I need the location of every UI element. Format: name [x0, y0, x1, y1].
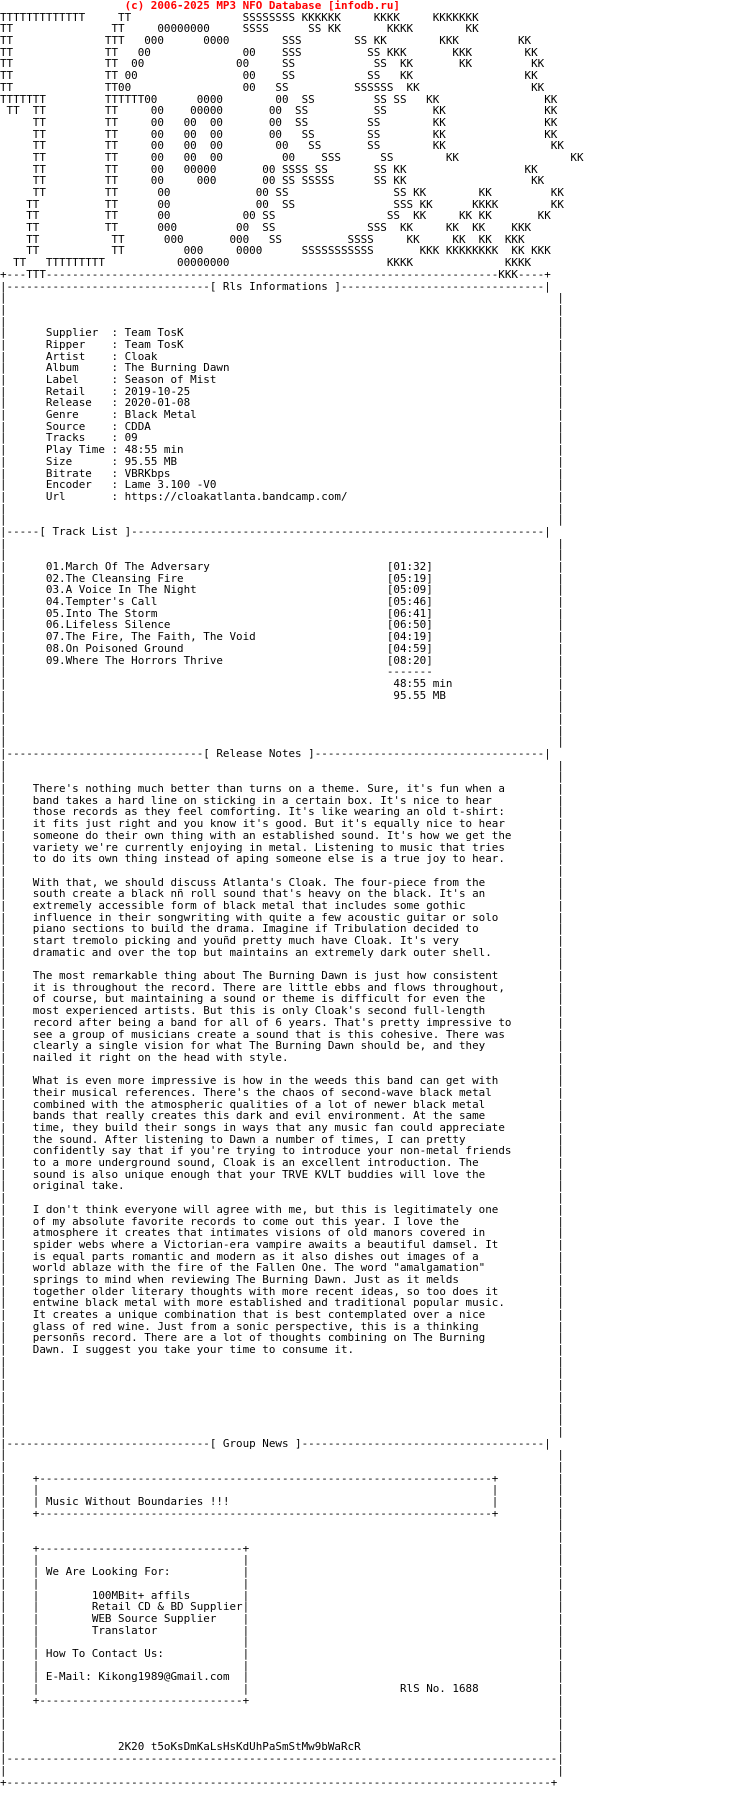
track-title: 04.Tempter's Call: [45, 595, 158, 609]
release-note-line: | The most remarkable thing about The Burning Dawn is just how consistent |: [0, 969, 564, 983]
info-value: CDDA: [124, 419, 151, 433]
info-row: | Artist : Cloak |: [0, 349, 564, 363]
info-row: | Album : The Burning Dawn |: [0, 361, 564, 375]
release-note-line: | together older literary thoughts with more recent ideas, so too does it |: [0, 1284, 564, 1298]
total-size-row: | 95.55 MB |: [0, 688, 564, 702]
release-note-line: | is equal parts romantic and modern as it also dishes out images of a |: [0, 1249, 564, 1263]
blank-line: | |: [0, 1354, 564, 1368]
info-value: 2019-10-25: [124, 384, 191, 398]
info-row: | Play Time : 48:55 min |: [0, 443, 564, 457]
section-header: |-----[ Track List ]---------------------------------------------------------------|: [0, 524, 551, 538]
looking-item-row: | | WEB Source Supplier | |: [0, 1611, 564, 1625]
logo-line: TTTTTTT TTTTTT00 0000 00 SS SS SS KK KK: [0, 92, 558, 106]
track-length: [01:32]: [386, 560, 433, 573]
note-line: of course, but maintaining a sound or theme is difficult for even the: [32, 992, 486, 1006]
info-value: Team TosK: [124, 337, 184, 351]
blank-line: | |: [0, 723, 564, 737]
release-note-line: | combined with the atmospheric qualities of a lot of newer black metal |: [0, 1097, 564, 1111]
release-note-line: | dramatic and over the top but maintains an extremely dark outer shell. |: [0, 945, 564, 959]
blank-line: | |: [0, 291, 564, 305]
looking-title-row: | | We Are Looking For: | |: [0, 1565, 564, 1579]
logo-line: TT TT 00 00 00 00 SS SS KK KK: [0, 139, 564, 153]
track-row: | 03.A Voice In The Night [05:09] |: [0, 583, 564, 597]
track-title: 03.A Voice In The Night: [45, 583, 197, 597]
contact-box-line: | | | |: [0, 1553, 564, 1567]
looking-item: WEB Source Supplier: [91, 1611, 217, 1625]
blank-line: | |: [0, 1062, 564, 1076]
contact-box-line: | | | |: [0, 1658, 564, 1672]
blank-line: | |: [0, 1424, 564, 1438]
looking-item-row: | | Retail CD & BD Supplier| |: [0, 1600, 564, 1614]
track-title: 09.Where The Horrors Thrive: [45, 653, 223, 667]
blank-line: | |: [0, 314, 564, 328]
contact-box-line: | | | |: [0, 1576, 564, 1590]
banner-text: (c) 2006-2025 MP3 NFO Database [infodb.ru]: [0, 0, 400, 12]
logo-line: TTTTTTTTTTTTT TT SSSSSSSS KKKKKK KKKK KKKKKKK: [0, 10, 479, 24]
closing-separator: |------------------------------------------------------------------------------------|: [0, 1752, 564, 1766]
track-length: [04:59]: [386, 641, 433, 655]
release-note-line: | record after being a band for all of 6 years. That's pretty impressive to |: [0, 1015, 564, 1029]
logo-line: TT TT 00 00 00 00 SS SS KK KK: [0, 127, 558, 141]
note-line: piano sections to build the drama. Imagine if Tribulation decided to: [32, 922, 479, 936]
track-row: | 01.March Of The Adversary [01:32] |: [0, 560, 564, 573]
track-row: | 09.Where The Horrors Thrive [08:20] |: [0, 653, 564, 667]
blank-line: | |: [0, 1518, 564, 1532]
contact-box-line: | | | |: [0, 1635, 564, 1649]
release-note-line: | nailed it right on the head with style. |: [0, 1050, 564, 1064]
info-row: | Label : Season of Mist |: [0, 373, 564, 386]
logo-line: +---TTT---------------------------------------------------------------------KKK----+: [0, 267, 551, 281]
info-value: 48:55 min: [124, 443, 184, 457]
contact-box-top: | +-------------------------------+ |: [0, 1541, 564, 1555]
note-line: It creates a unique combination that is best contemplated over a nice: [32, 1308, 486, 1321]
blank-line: | |: [0, 770, 564, 784]
info-label: Source: [45, 419, 105, 433]
rls-number-row: | | | RlS No. 1688 |: [0, 1682, 564, 1695]
blank-line: | |: [0, 711, 564, 725]
release-note-line: | original take. |: [0, 1179, 564, 1193]
logo-line: TT TT 000 00 SS SSS KK KK KK KKK: [0, 221, 532, 235]
blank-line: | |: [0, 536, 564, 550]
info-label: Size: [45, 454, 105, 468]
note-line: atmosphere it creates that intimates visions of old manors covered in: [32, 1226, 486, 1240]
note-line: With that, we should discuss Atlanta's Cloak. The four-piece from the: [32, 875, 486, 889]
note-line: their musical references. There's the chaos of second-wave black metal: [32, 1085, 492, 1099]
track-row: | 05.Into The Storm [06:41] |: [0, 606, 564, 620]
blank-line: | |: [0, 1763, 564, 1777]
track-title: 01.March Of The Adversary: [45, 560, 210, 573]
blank-line: | |: [0, 1401, 564, 1415]
note-line: most experienced artists. But this is only Cloak's second full-length: [32, 1004, 486, 1018]
track-row: | 08.On Poisoned Ground [04:59] |: [0, 641, 564, 655]
logo-line: TT TT 00 00 00 00 SSS SS KK KK: [0, 150, 584, 164]
note-line: entwine black metal with more established and traditional popular music.: [32, 1296, 505, 1310]
blank-line: | |: [0, 1448, 564, 1462]
note-line: start tremolo picking and youñd pretty much have Cloak. It's very: [32, 934, 459, 947]
note-line: combined with the atmospheric qualities of a lot of newer black metal: [32, 1097, 486, 1111]
note-line: band takes a hard line on sticking in a certain box. It's nice to hear: [32, 793, 492, 807]
contact-title-row: | | How To Contact Us: | |: [0, 1646, 564, 1660]
release-note-line: | their musical references. There's the chaos of second-wave black metal |: [0, 1085, 564, 1099]
release-note-line: | to do its own thing instead of aping someone else is a true joy to hear. |: [0, 852, 564, 866]
info-value: Team TosK: [124, 326, 184, 340]
section-header: |------------------------------[ Release Notes ]-----------------------------------|: [0, 747, 551, 760]
note-line: spider webs where a Victorian-era vampire awaits a beautiful damsel. It: [32, 1237, 499, 1251]
logo-line: TT TTTTTTTTT 00000000 KKKK KKKK: [0, 256, 532, 270]
release-note-line: | I don't think everyone will agree with me, but this is legitimately one |: [0, 1202, 564, 1216]
note-line: original take.: [32, 1179, 125, 1193]
note-line: personñs record. There are a lot of thoughts combining on The Burning: [32, 1331, 486, 1345]
track-row: | 06.Lifeless Silence [06:50] |: [0, 618, 564, 632]
looking-item: Translator: [91, 1623, 158, 1637]
release-note-line: | to a more underground sound, Cloak is an excellent introduction. The |: [0, 1156, 564, 1170]
release-note-line: | south create a black nñ roll sound that's heavy on the black. It's an |: [0, 887, 564, 901]
motto-box-line: | | Music Without Boundaries !!! | |: [0, 1495, 564, 1508]
total-separator-row: | ------- |: [0, 665, 564, 679]
release-note-line: | world ablaze with the fire of the Fallen One. The word "amalgamation" |: [0, 1261, 564, 1275]
release-note-line: | see a group of musicians create a sound that is this cohesive. There was |: [0, 1027, 564, 1041]
logo-line: TT TT 00 00 SS SSS KK KKKK KK: [0, 197, 564, 211]
blank-line: | |: [0, 1366, 564, 1380]
release-note-line: | those records as they feel comforting. It's like wearing an old t-shirt: |: [0, 805, 564, 819]
release-note-line: | sound is also unique enough that your TRVE KVLT buddies will love the |: [0, 1167, 564, 1181]
note-line: springs to mind when reviewing The Burning Dawn. Just as it melds: [32, 1272, 459, 1286]
note-line: world ablaze with the fire of the Fallen One. The word "amalgamation": [32, 1261, 486, 1275]
logo-line: TT TT 00 00 SSS SS KKK KKK KK: [0, 45, 538, 59]
note-line: dramatic and over the top but maintains an extremely dark outer shell.: [32, 945, 492, 959]
note-line: clearly a single vision for what The Burning Dawn should be, and they: [32, 1039, 486, 1053]
info-row: | Size : 95.55 MB |: [0, 454, 564, 468]
release-note-line: | of my absolute favorite records to come out this year. I love the |: [0, 1214, 564, 1228]
blank-line: | |: [0, 1459, 564, 1473]
info-value: Black Metal: [124, 408, 197, 422]
track-length: [04:19]: [386, 630, 433, 644]
contact-email-row: | | E-Mail: Kikong1989@Gmail.com | |: [0, 1670, 564, 1684]
info-label: Artist: [45, 349, 105, 363]
blank-line: | |: [0, 1705, 564, 1719]
motto-box-top: | +---------------------------------------------------------------------+ |: [0, 1471, 564, 1485]
info-label: Album: [45, 361, 105, 375]
logo-line: TT TT 000 000 SS SSSS KK KK KK KKK: [0, 232, 525, 246]
release-note-line: | band takes a hard line on sticking in a certain box. It's nice to hear |: [0, 793, 564, 807]
footer-border: [0, 1777, 744, 1789]
blank-line: | |: [0, 758, 564, 772]
info-value: 2020-01-08: [124, 396, 191, 410]
note-line: variety we're currently enjoying in metal. Listening to music that tries: [32, 840, 505, 854]
release-note-line: | entwine black metal with more established and traditional popular music. |: [0, 1296, 564, 1310]
logo-line: TT TT 00000000 SSSS SS KK KKKK KK: [0, 22, 479, 36]
looking-item-row: | | Translator | |: [0, 1623, 564, 1637]
note-line: to do its own thing instead of aping someone else is a true joy to hear.: [32, 852, 505, 866]
info-row: | Tracks : 09 |: [0, 431, 564, 445]
info-row: | Release : 2020-01-08 |: [0, 396, 564, 410]
note-line: it fits just right and you know it's good. But it's equally nice to hear: [32, 817, 505, 831]
note-line: There's nothing much better than turns on a theme. Sure, it's fun when a: [32, 782, 505, 796]
info-value: 09: [124, 431, 138, 445]
blank-line: | |: [0, 863, 564, 877]
release-note-line: | clearly a single vision for what The Burning Dawn should be, and they |: [0, 1039, 564, 1053]
info-row: | Supplier : Team TosK |: [0, 326, 564, 340]
note-line: time, they build their songs in ways that any music fan could appreciate: [32, 1121, 505, 1134]
release-note-line: | start tremolo picking and youñd pretty much have Cloak. It's very |: [0, 934, 564, 947]
track-length: [06:41]: [386, 606, 433, 620]
logo-line: TT TT00 00 SS SSSSSS KK KK: [0, 80, 545, 94]
bottom-border: +-----------------------------------------------------------------------------------+: [0, 1775, 558, 1789]
info-row: | Source : CDDA |: [0, 419, 564, 433]
note-line: The most remarkable thing about The Burning Dawn is just how consistent: [32, 969, 499, 983]
release-note-line: | personñs record. There are a lot of thoughts combining on The Burning |: [0, 1331, 564, 1345]
logo-line: TT TT 000 0000 SSSSSSSSSSS KKK KKKKKKKK KK KKK: [0, 244, 551, 258]
note-line: the sound. After listening to Dawn a number of times, I can pretty: [32, 1132, 466, 1146]
note-line: extremely accessible form of black metal that includes some gothic: [32, 898, 466, 912]
release-note-line: | the sound. After listening to Dawn a number of times, I can pretty |: [0, 1132, 564, 1146]
info-row: | Ripper : Team TosK |: [0, 337, 564, 351]
release-note-line: | What is even more impressive is how in the weeds this band can get with |: [0, 1074, 564, 1088]
note-line: someone do their own thing with an established sound. It's how we get the: [32, 828, 512, 842]
blank-line: | |: [0, 1413, 564, 1427]
looking-item: Retail CD & BD Supplier: [91, 1600, 243, 1614]
blank-line: | |: [0, 1389, 564, 1403]
note-line: bands that really creates this dark and evil environment. At the same: [32, 1109, 486, 1123]
release-note-line: | There's nothing much better than turns on a theme. Sure, it's fun when a |: [0, 782, 564, 796]
release-note-line: | glass of red wine. Just from a sonic perspective, this is a thinking |: [0, 1319, 564, 1333]
total-separator: -------: [386, 665, 433, 679]
contact-box-bottom: | +-------------------------------+ |: [0, 1693, 564, 1707]
group-motto: Music Without Boundaries !!!: [45, 1495, 230, 1508]
blank-line: | |: [0, 1378, 564, 1392]
release-note-line: | of course, but maintaining a sound or theme is difficult for even the |: [0, 992, 564, 1006]
track-length: [05:19]: [386, 571, 433, 585]
release-note-line: | With that, we should discuss Atlanta's Cloak. The four-piece from the |: [0, 875, 564, 889]
info-value: The Burning Dawn: [124, 361, 230, 375]
release-note-line: | bands that really creates this dark and evil environment. At the same |: [0, 1109, 564, 1123]
logo-line: TT TT 00 00 SS SS KK KK KK KK: [0, 209, 551, 223]
note-line: nailed it right on the head with style.: [32, 1050, 289, 1064]
info-label: Release: [45, 396, 105, 410]
info-value: https://cloakatlanta.bandcamp.com/: [124, 489, 348, 503]
looking-title: We Are Looking For:: [45, 1565, 171, 1579]
blank-line: | |: [0, 1530, 564, 1544]
track-length: [05:09]: [386, 583, 433, 597]
release-note-line: | time, they build their songs in ways that any music fan could appreciate |: [0, 1121, 564, 1134]
release-note-line: | piano sections to build the drama. Imagine if Tribulation decided to |: [0, 922, 564, 936]
release-note-line: | Dawn. I suggest you take your time to consume it. |: [0, 1343, 564, 1357]
total-size: 95.55 MB: [393, 688, 446, 702]
track-title: 07.The Fire, The Faith, The Void: [45, 630, 256, 644]
track-row: | 04.Tempter's Call [05:46] |: [0, 595, 564, 609]
release-note-line: | influence in their songwriting with quite a few acoustic guitar or solo |: [0, 910, 564, 924]
release-note-line: | confidently say that if you're trying to introduce your non-metal friends |: [0, 1144, 564, 1158]
logo-line: TT TT 00 00 SS SS KK KK KK: [0, 186, 564, 199]
track-length: [06:50]: [386, 618, 433, 632]
info-row: | Bitrate : VBRKbps |: [0, 466, 564, 480]
info-label: Url: [45, 489, 105, 503]
looking-item: 100MBit+ affils: [91, 1588, 191, 1602]
info-value: Lame 3.100 -V0: [124, 478, 217, 492]
signature-row: | 2K20 t5oKsDmKaLsHsKdUhPaSmStMw9bWaRcR |: [0, 1740, 564, 1754]
contact-email: E-Mail: Kikong1989@Gmail.com: [45, 1670, 230, 1684]
release-note-line: | atmosphere it creates that intimates visions of old manors covered in |: [0, 1226, 564, 1240]
info-row: | Retail : 2019-10-25 |: [0, 384, 564, 398]
track-row: | 07.The Fire, The Faith, The Void [04:19] |: [0, 630, 564, 644]
logo-line: TT TT 00 00 SS SS KK KK: [0, 69, 538, 83]
blank-line: | |: [0, 957, 564, 971]
note-line: south create a black nñ roll sound that's heavy on the black. It's an: [32, 887, 486, 901]
note-line: together older literary thoughts with more recent ideas, so too does it: [32, 1284, 499, 1298]
note-line: see a group of musicians create a sound that is this cohesive. There was: [32, 1027, 505, 1041]
section-header: |-------------------------------[ Group News ]-------------------------------------|: [0, 1436, 551, 1450]
note-line: it is throughout the record. There are little ebbs and flows throughout,: [32, 980, 505, 994]
track-length: [05:46]: [386, 595, 433, 609]
note-line: influence in their songwriting with quite a few acoustic guitar or solo: [32, 910, 499, 924]
info-label: Genre: [45, 408, 105, 422]
info-label: Label: [45, 373, 105, 386]
info-row: | Encoder : Lame 3.100 -V0 |: [0, 478, 564, 492]
track-title: 06.Lifeless Silence: [45, 618, 171, 632]
info-label: Encoder: [45, 478, 105, 492]
release-note-line: | most experienced artists. But this is only Cloak's second full-length |: [0, 1004, 564, 1018]
release-note-line: | it is throughout the record. There are little ebbs and flows throughout, |: [0, 980, 564, 994]
note-line: confidently say that if you're trying to introduce your non-metal friends: [32, 1144, 512, 1158]
group-signature: 2K20 t5oKsDmKaLsHsKdUhPaSmStMw9bWaRcR: [118, 1740, 361, 1754]
track-length: [08:20]: [386, 653, 433, 667]
blank-line: | |: [0, 1191, 564, 1205]
info-value: Cloak: [124, 349, 158, 363]
track-row: | 02.The Cleansing Fire [05:19] |: [0, 571, 564, 585]
note-line: is equal parts romantic and modern as it also dishes out images of a: [32, 1249, 479, 1263]
contact-title: How To Contact Us:: [45, 1646, 164, 1660]
blank-line: | |: [0, 1717, 564, 1731]
info-label: Play Time: [45, 443, 105, 457]
section-header: |-------------------------------[ Rls Informations ]-------------------------------|: [0, 279, 551, 293]
looking-item-row: | | 100MBit+ affils | |: [0, 1588, 564, 1602]
note-line: What is even more impressive is how in the weeds this band can get with: [32, 1074, 499, 1088]
note-line: glass of red wine. Just from a sonic perspective, this is a thinking: [32, 1319, 479, 1333]
release-note-line: | springs to mind when reviewing The Burning Dawn. Just as it melds |: [0, 1272, 564, 1286]
blank-line: | |: [0, 513, 564, 527]
track-title: 08.On Poisoned Ground: [45, 641, 184, 655]
note-line: sound is also unique enough that your TRVE KVLT buddies will love the: [32, 1167, 486, 1181]
release-note-line: | variety we're currently enjoying in metal. Listening to music that tries |: [0, 840, 564, 854]
note-line: to a more underground sound, Cloak is an excellent introduction. The: [32, 1156, 479, 1170]
blank-line: | |: [0, 735, 564, 749]
blank-line: | |: [0, 501, 564, 515]
blank-line: | |: [0, 1728, 564, 1742]
logo-line: TT TTT 000 0000 SSS SS KK KKK KK: [0, 34, 532, 48]
note-line: those records as they feel comforting. It's like wearing an old t-shirt:: [32, 805, 505, 819]
note-line: of my absolute favorite records to come out this year. I love the: [32, 1214, 459, 1228]
note-line: I don't think everyone will agree with me, but this is legitimately one: [32, 1202, 499, 1216]
release-note-line: | It creates a unique combination that is best contemplated over a nice |: [0, 1308, 564, 1321]
release-note-line: | someone do their own thing with an established sound. It's how we get the |: [0, 828, 564, 842]
logo-line: TT TT 00 00 SS SS KK KK KK: [0, 57, 545, 71]
note-line: record after being a band for all of 6 years. That's pretty impressive to: [32, 1015, 512, 1029]
track-list-header: [0, 526, 744, 538]
logo-line: TT TT 00 00000 00 SSSS SS SS KK KK: [0, 162, 538, 176]
info-value: Season of Mist: [124, 373, 217, 386]
info-label: Ripper: [45, 337, 105, 351]
total-time-row: | 48:55 min |: [0, 676, 564, 690]
info-label: Tracks: [45, 431, 105, 445]
motto-box-bottom: | +---------------------------------------------------------------------+ |: [0, 1506, 564, 1520]
release-note-line: | it fits just right and you know it's good. But it's equally nice to hear |: [0, 817, 564, 831]
logo-line: TT TT 00 00 00 00 SS SS KK KK: [0, 115, 558, 129]
total-time: 48:55 min: [393, 676, 453, 690]
info-value: VBRKbps: [124, 466, 171, 480]
blank-line: | |: [0, 302, 564, 316]
info-label: Bitrate: [45, 466, 105, 480]
track-title: 05.Into The Storm: [45, 606, 158, 620]
info-row: | Url : https://cloakatlanta.bandcamp.com/ |: [0, 489, 564, 503]
release-note-line: | spider webs where a Victorian-era vampire awaits a beautiful damsel. It |: [0, 1237, 564, 1251]
release-notes-header: [0, 748, 744, 760]
release-note-line: | extremely accessible form of black metal that includes some gothic |: [0, 898, 564, 912]
motto-box-line: | | | |: [0, 1483, 564, 1497]
blank-line: | |: [0, 548, 564, 562]
info-row: | Genre : Black Metal |: [0, 408, 564, 422]
track-title: 02.The Cleansing Fire: [45, 571, 184, 585]
info-label: Supplier: [45, 326, 105, 340]
blank-line: | |: [0, 700, 564, 714]
info-value: 95.55 MB: [124, 454, 178, 468]
logo-line: TT TT 00 000 00 SS SSSSS SS KK KK: [0, 174, 545, 188]
logo-line: TT TT TT 00 00000 00 SS SS KK KK: [0, 104, 558, 118]
note-line: Dawn. I suggest you take your time to consume it.: [32, 1343, 355, 1357]
info-label: Retail: [45, 384, 105, 398]
rls-number: RlS No. 1688: [399, 1682, 479, 1695]
